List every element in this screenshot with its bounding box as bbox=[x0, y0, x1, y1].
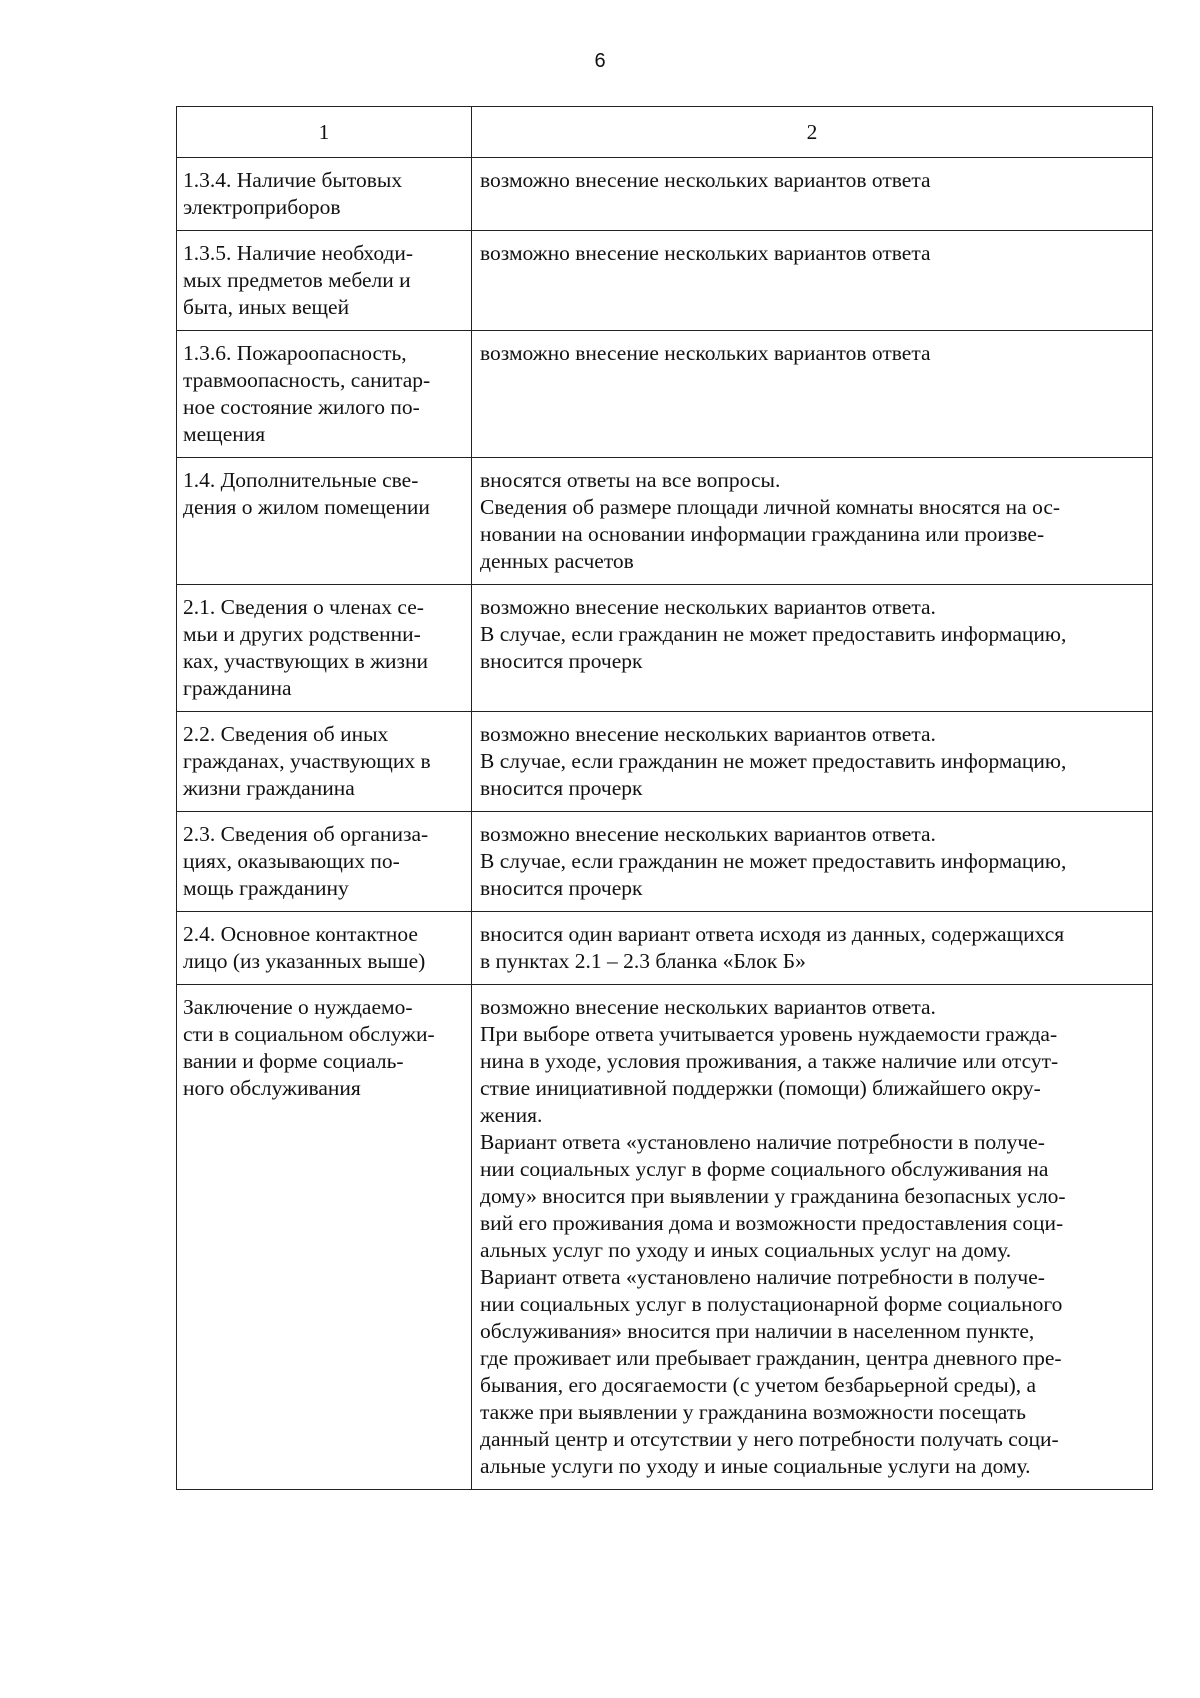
item-text-line: гражданах, участвующих в bbox=[183, 749, 431, 773]
table-row bbox=[177, 158, 1153, 231]
column-header-2: 2 bbox=[472, 107, 1153, 158]
rule-text-line: возможно внесение нескольких вариантов ответа. bbox=[480, 822, 936, 846]
row-item-cell bbox=[177, 458, 472, 585]
rule-text-line: В случае, если гражданин не может предоставить информацию, bbox=[480, 622, 1067, 646]
rule-text-line: возможно внесение нескольких вариантов ответа. bbox=[480, 722, 936, 746]
table-row bbox=[177, 812, 1153, 912]
item-text-line: 1.3.6. Пожароопасность, bbox=[183, 341, 407, 365]
row-item-cell bbox=[177, 585, 472, 712]
rule-text-line: жения. bbox=[480, 1103, 543, 1127]
item-text-line: травмоопасность, санитар- bbox=[183, 368, 431, 392]
item-text-line: 2.4. Основное контактное bbox=[183, 922, 418, 946]
rule-text-line: бывания, его досягаемости (с учетом безбарьерной среды), а bbox=[480, 1373, 1037, 1397]
item-text-line: 1.4. Дополнительные све- bbox=[183, 468, 419, 492]
rule-text-line: возможно внесение нескольких вариантов ответа. bbox=[480, 995, 936, 1019]
item-text-line: жизни гражданина bbox=[183, 776, 355, 800]
row-item-cell bbox=[177, 812, 472, 912]
rule-text-line: где проживает или пребывает гражданин, центра дневного пре- bbox=[480, 1346, 1062, 1370]
row-rule-cell bbox=[472, 912, 1153, 985]
item-text-line: электроприборов bbox=[183, 195, 341, 219]
item-text-line: мощь гражданину bbox=[183, 876, 349, 900]
document-table bbox=[176, 106, 1153, 1490]
rule-text-line: нии социальных услуг в полустационарной форме социального bbox=[480, 1292, 1063, 1316]
row-rule-cell bbox=[472, 331, 1153, 458]
row-rule-cell bbox=[472, 812, 1153, 912]
table-row bbox=[177, 912, 1153, 985]
row-item-cell bbox=[177, 912, 472, 985]
table-row bbox=[177, 331, 1153, 458]
row-item-cell bbox=[177, 231, 472, 331]
item-text-line: ках, участвующих в жизни bbox=[183, 649, 429, 673]
rule-text-line: также при выявлении у гражданина возможности посещать bbox=[480, 1400, 1026, 1424]
row-rule-cell bbox=[472, 231, 1153, 331]
item-text-line: мещения bbox=[183, 422, 266, 446]
row-item-cell bbox=[177, 985, 472, 1490]
table-row bbox=[177, 712, 1153, 812]
row-rule-cell bbox=[472, 712, 1153, 812]
item-text-line: циях, оказывающих по- bbox=[183, 849, 400, 873]
rule-text-line: ствие инициативной поддержки (помощи) ближайшего окру- bbox=[480, 1076, 1041, 1100]
rule-text-line: вносится один вариант ответа исходя из данных, содержащихся bbox=[480, 922, 1065, 946]
item-text-line: 2.1. Сведения о членах се- bbox=[183, 595, 424, 619]
table-header-row bbox=[177, 107, 1153, 158]
rule-text-line: альных услуг по уходу и иных социальных услуг на дому. bbox=[480, 1238, 1012, 1262]
item-text-line: гражданина bbox=[183, 676, 292, 700]
rule-text-line: возможно внесение нескольких вариантов ответа. bbox=[480, 595, 936, 619]
column-header-1: 1 bbox=[177, 107, 472, 158]
rule-text-line: Вариант ответа «установлено наличие потребности в получе- bbox=[480, 1265, 1045, 1289]
table-row bbox=[177, 458, 1153, 585]
table-row bbox=[177, 585, 1153, 712]
rule-text-line: нии социальных услуг в форме социального обслуживания на bbox=[480, 1157, 1049, 1181]
item-text-line: лицо (из указанных выше) bbox=[183, 949, 426, 973]
rule-text-line: новании на основании информации гражданина или произве- bbox=[480, 522, 1045, 546]
item-text-line: сти в социальном обслужи- bbox=[183, 1022, 435, 1046]
row-item-cell bbox=[177, 331, 472, 458]
row-rule-cell bbox=[472, 458, 1153, 585]
rule-text-line: обслуживания» вносится при наличии в населенном пункте, bbox=[480, 1319, 1035, 1343]
row-rule-cell bbox=[472, 585, 1153, 712]
rule-text-line: вносятся ответы на все вопросы. bbox=[480, 468, 781, 492]
item-text-line: 1.3.5. Наличие необходи- bbox=[183, 241, 414, 265]
rule-text-line: Вариант ответа «установлено наличие потребности в получе- bbox=[480, 1130, 1045, 1154]
rule-text-line: При выборе ответа учитывается уровень нуждаемости гражда- bbox=[480, 1022, 1058, 1046]
item-text-line: ное состояние жилого по- bbox=[183, 395, 420, 419]
item-text-line: 2.2. Сведения об иных bbox=[183, 722, 389, 746]
rule-text-line: возможно внесение нескольких вариантов ответа bbox=[480, 241, 931, 265]
row-item-cell bbox=[177, 158, 472, 231]
rule-text-line: нина в уходе, условия проживания, а также наличие или отсут- bbox=[480, 1049, 1059, 1073]
rule-text-line: данный центр и отсутствии у него потребности получать соци- bbox=[480, 1427, 1059, 1451]
rule-text-line: в пунктах 2.1 – 2.3 бланка «Блок Б» bbox=[480, 949, 806, 973]
rule-text-line: денных расчетов bbox=[480, 549, 634, 573]
rule-text-line: дому» вносится при выявлении у гражданина безопасных усло- bbox=[480, 1184, 1066, 1208]
table-row bbox=[177, 231, 1153, 331]
row-rule-cell bbox=[472, 985, 1153, 1490]
row-item-cell bbox=[177, 712, 472, 812]
item-text-line: дения о жилом помещении bbox=[183, 495, 430, 519]
item-text-line: мых предметов мебели и bbox=[183, 268, 411, 292]
item-text-line: ного обслуживания bbox=[183, 1076, 361, 1100]
table-row bbox=[177, 985, 1153, 1490]
rule-text-line: вий его проживания дома и возможности предоставления соци- bbox=[480, 1211, 1064, 1235]
rule-text-line: вносится прочерк bbox=[480, 876, 643, 900]
table-body bbox=[177, 158, 1153, 1490]
row-rule-cell bbox=[472, 158, 1153, 231]
page-number: 6 bbox=[594, 50, 606, 72]
rule-text-line: В случае, если гражданин не может предоставить информацию, bbox=[480, 849, 1067, 873]
item-text-line: быта, иных вещей bbox=[183, 295, 350, 319]
rule-text-line: альные услуги по уходу и иные социальные услуги на дому. bbox=[480, 1454, 1031, 1478]
item-text-line: Заключение о нуждаемо- bbox=[183, 995, 413, 1019]
rule-text-line: вносится прочерк bbox=[480, 649, 643, 673]
rule-text-line: возможно внесение нескольких вариантов ответа bbox=[480, 341, 931, 365]
item-text-line: 2.3. Сведения об организа- bbox=[183, 822, 429, 846]
rule-text-line: В случае, если гражданин не может предоставить информацию, bbox=[480, 749, 1067, 773]
item-text-line: 1.3.4. Наличие бытовых bbox=[183, 168, 403, 192]
rule-text-line: вносится прочерк bbox=[480, 776, 643, 800]
item-text-line: вании и форме социаль- bbox=[183, 1049, 404, 1073]
rule-text-line: возможно внесение нескольких вариантов ответа bbox=[480, 168, 931, 192]
item-text-line: мьи и других родственни- bbox=[183, 622, 421, 646]
rule-text-line: Сведения об размере площади личной комнаты вносятся на ос- bbox=[480, 495, 1061, 519]
